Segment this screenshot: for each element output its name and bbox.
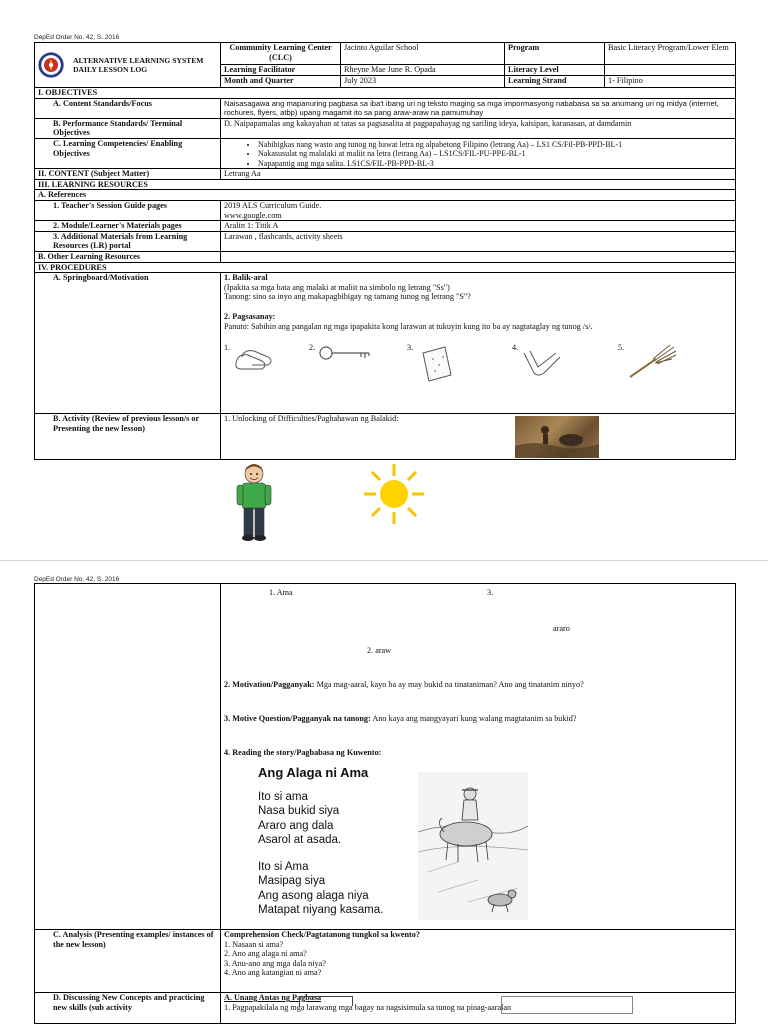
literacy-level-value	[605, 64, 736, 76]
page-two	[0, 560, 768, 1025]
teachers-guide-value	[221, 200, 736, 220]
competencies-label: C. Learning Competencies/ Enabling Objectives	[35, 138, 221, 168]
unang-antas-title: A. Unang Antas ng Pagbasa	[224, 993, 322, 1002]
competency-item: • Nabibigkas nang wasto ang tunog ng bawat letra ng alpabetong Filipino (letrang Aa) – LS1 CS/Fil-PB-PPD-BL-1	[258, 140, 732, 149]
unlocking-difficulties-text: 1. Unlocking of Difficulties/Paghahawan ng Balakid:	[224, 414, 399, 424]
motivation-block	[224, 680, 644, 690]
picture-item	[512, 343, 618, 381]
pagsasanay-title: 2. Pagsasanay:	[224, 311, 276, 321]
module-pages-label: 2. Module/Learner's Materials pages	[35, 221, 221, 232]
performance-standards-label: B. Performance Standards/ Terminal Objectives	[35, 118, 221, 138]
comprehension-question: 1. Nasaan si ama?	[224, 939, 284, 949]
picture-row	[224, 343, 732, 385]
program-value: Basic Literacy Program/Lower Elem	[605, 43, 736, 65]
reading-label: 4. Reading the story/Pagbabasa ng Kuwento:	[224, 748, 382, 757]
vocab-ama: 1. Ama	[269, 588, 293, 597]
key-icon	[317, 343, 375, 363]
discussing-concepts-label: D. Discussing New Concepts and practicing new skills (sub activity	[35, 993, 221, 1024]
balik-aral-question: Tanong: sino sa inyo ang makapagbibigay ng tamang tunog ng letrang "S"?	[224, 292, 471, 302]
analysis-label: C. Analysis (Presenting examples/ instances of the new lesson)	[35, 930, 221, 993]
picture-item	[224, 343, 309, 375]
story-title: Ang Alaga ni Ama	[258, 765, 369, 780]
springboard-content	[221, 273, 736, 414]
objectives-heading: I. OBJECTIVES	[35, 88, 736, 99]
panuto-text: Panuto: Sabihin ang pangalan ng mga ipapakita kong larawan at tukuyin kung ito ba ay nagtataglay ng tunog /s/.	[224, 321, 593, 331]
arm-icon	[520, 343, 564, 381]
performance-standards-value: D. Naipapamalas ang kakayahan at tatas sa pagsasalita at pagpapahayag ng sariling ideya, kaisipan, karanasan, at damdamin	[221, 118, 736, 138]
content-standards-value: Naisasagawa ang mapanuring pagbasa sa iba't ibang uri ng teksto maging sa mga impormasyong nababasa sa sa anumang uri ng midya (internet, rochures, flyers, atbp) upang magamit ito sa pang araw-araw na pamumuhay	[221, 98, 736, 118]
story-line: Ito si ama	[258, 790, 308, 803]
month-label: Month and Quarter	[221, 76, 341, 88]
other-resources-value	[221, 251, 736, 262]
lesson-content-cell	[221, 584, 736, 930]
picture-item	[618, 343, 708, 383]
additional-materials-value: Larawan , flashcards, activity sheets	[221, 231, 736, 251]
vocab-araw: 2. araw	[367, 646, 392, 655]
teachers-guide-ref: 2019 ALS Curriculum Guide.	[224, 200, 322, 210]
motive-question-text: Ano kaya ang mangyayari kung walang magtatanim sa bukid?	[372, 714, 577, 723]
motivation-text: Mga mag-aaral, kayo ba ay may bukid na tinataniman? Ano ang tinatanim ninyo?	[316, 680, 584, 689]
picture-number: 4.	[512, 343, 519, 353]
content-standards-label: A. Content Standards/Focus	[35, 98, 221, 118]
farmer-plowing-icon	[515, 416, 599, 458]
deped-order: DepEd Order No. 42, S. 2016	[34, 34, 120, 41]
balik-aral-title: 1. Balik-aral	[224, 273, 268, 283]
sack-icon	[415, 343, 455, 385]
references-heading: A. References	[35, 190, 736, 201]
story-line: Nasa bukid siya	[258, 805, 340, 818]
activity-label: B. Activity (Review of previous lesson/s or Presenting the new lesson)	[35, 414, 221, 460]
additional-materials-label: 3. Additional Materials from Learning Resources (LR) portal	[35, 231, 221, 251]
picture-frame	[299, 996, 353, 1006]
lesson-log-table-continued	[34, 583, 736, 1024]
activity-content	[221, 414, 736, 460]
clc-label: Community Learning Center (CLC)	[221, 43, 341, 65]
motivation-label: 2. Motivation/Pagganyak:	[224, 680, 315, 689]
competency-item: • Nakasusulat ng malalaki at maliit na letra (letrang Aa) – LS1CS/FIL-PU-PPE-BL-1	[258, 149, 732, 158]
balik-aral-line: (Ipakita sa mga bata ang malaki at maliit na simbolo ng letrang "Ss")	[224, 282, 450, 292]
literacy-level-label: Literacy Level	[505, 64, 605, 76]
motive-question-label: 3. Motive Question/Pagganyak na tanong:	[224, 714, 371, 723]
picture-number: 2.	[309, 343, 316, 353]
discussing-concepts-content	[221, 993, 736, 1024]
facilitator-label: Learning Facilitator	[221, 64, 341, 76]
springboard-label: A. Springboard/Motivation	[35, 273, 221, 414]
story-line: Araro ang dala	[258, 819, 334, 832]
picture-frame	[501, 996, 633, 1014]
content-label: II. CONTENT (Subject Matter)	[35, 169, 221, 180]
deped-seal-icon	[37, 45, 65, 85]
teachers-guide-link: www.google.com	[224, 210, 282, 220]
clc-value: Jacinto Aguilar School	[341, 43, 505, 65]
strand-label: Learning Strand	[505, 76, 605, 88]
lesson-log-table	[34, 42, 736, 460]
facilitator-value: Rheyne Mae June R. Opada	[341, 64, 505, 76]
header-logo-title	[35, 43, 221, 88]
farmer-with-dog-illustration	[418, 772, 528, 920]
procedures-heading: IV. PROCEDURES	[35, 262, 736, 273]
picture-number: 1.	[224, 343, 231, 353]
comprehension-question: 4. Ano ang katangian ni ama?	[224, 968, 322, 978]
sun-icon	[362, 462, 426, 526]
story-line: Matapat niyang kasama.	[258, 904, 384, 917]
resources-heading: III. LEARNING RESOURCES	[35, 179, 736, 190]
vocab-number-3: 3.	[487, 588, 494, 597]
vocab-araro: araro	[553, 624, 570, 633]
other-resources-label: B. Other Learning Resources	[35, 251, 221, 262]
analysis-content	[221, 930, 736, 993]
unang-antas-text: 1. Pagpapakilala ng mga larawang mga bagay na nagsisimula sa tunog na pinag-aaralan	[224, 1002, 512, 1012]
story-line: Ang asong alaga niya	[258, 889, 369, 902]
comprehension-question: 3. Anu-ano ang mga dala niya?	[224, 958, 326, 968]
story-block	[258, 765, 384, 918]
broom-icon	[626, 343, 678, 383]
field-photo	[515, 416, 599, 458]
module-pages-value: Aralin 1: Titik A	[221, 221, 736, 232]
strand-value: 1- Filipino	[605, 76, 736, 88]
shoes-icon	[232, 343, 278, 375]
competencies-list	[221, 138, 736, 168]
competency-item: • Napapantig ang mga salita. LS1CS/FIL-PB-PPD-BL-3	[258, 159, 732, 168]
log-title: ALTERNATIVE LEARNING SYSTEM DAILY LESSON LOG	[73, 56, 204, 74]
deped-order: DepEd Order No. 42, S. 2016	[34, 576, 120, 583]
motive-question-block	[224, 714, 644, 724]
story-line: Asarol at asada.	[258, 834, 342, 847]
story-line: Masipag siya	[258, 875, 326, 888]
comprehension-title: Comprehension Check/Pagtatanong tungkol sa kwento?	[224, 930, 420, 939]
story-line: Ito si Ama	[258, 860, 309, 873]
picture-item	[309, 343, 407, 363]
month-value: July 2023	[341, 76, 505, 88]
picture-item	[407, 343, 512, 385]
picture-number: 5.	[618, 343, 625, 353]
content-value: Letrang Aa	[221, 169, 736, 180]
picture-number: 3.	[407, 343, 414, 353]
comprehension-question: 2. Ano ang alaga ni ama?	[224, 949, 307, 959]
father-cartoon-icon	[232, 462, 276, 542]
program-label: Program	[505, 43, 605, 65]
teachers-guide-label: 1. Teacher's Session Guide pages	[35, 200, 221, 220]
continued-label-cell	[35, 584, 221, 930]
